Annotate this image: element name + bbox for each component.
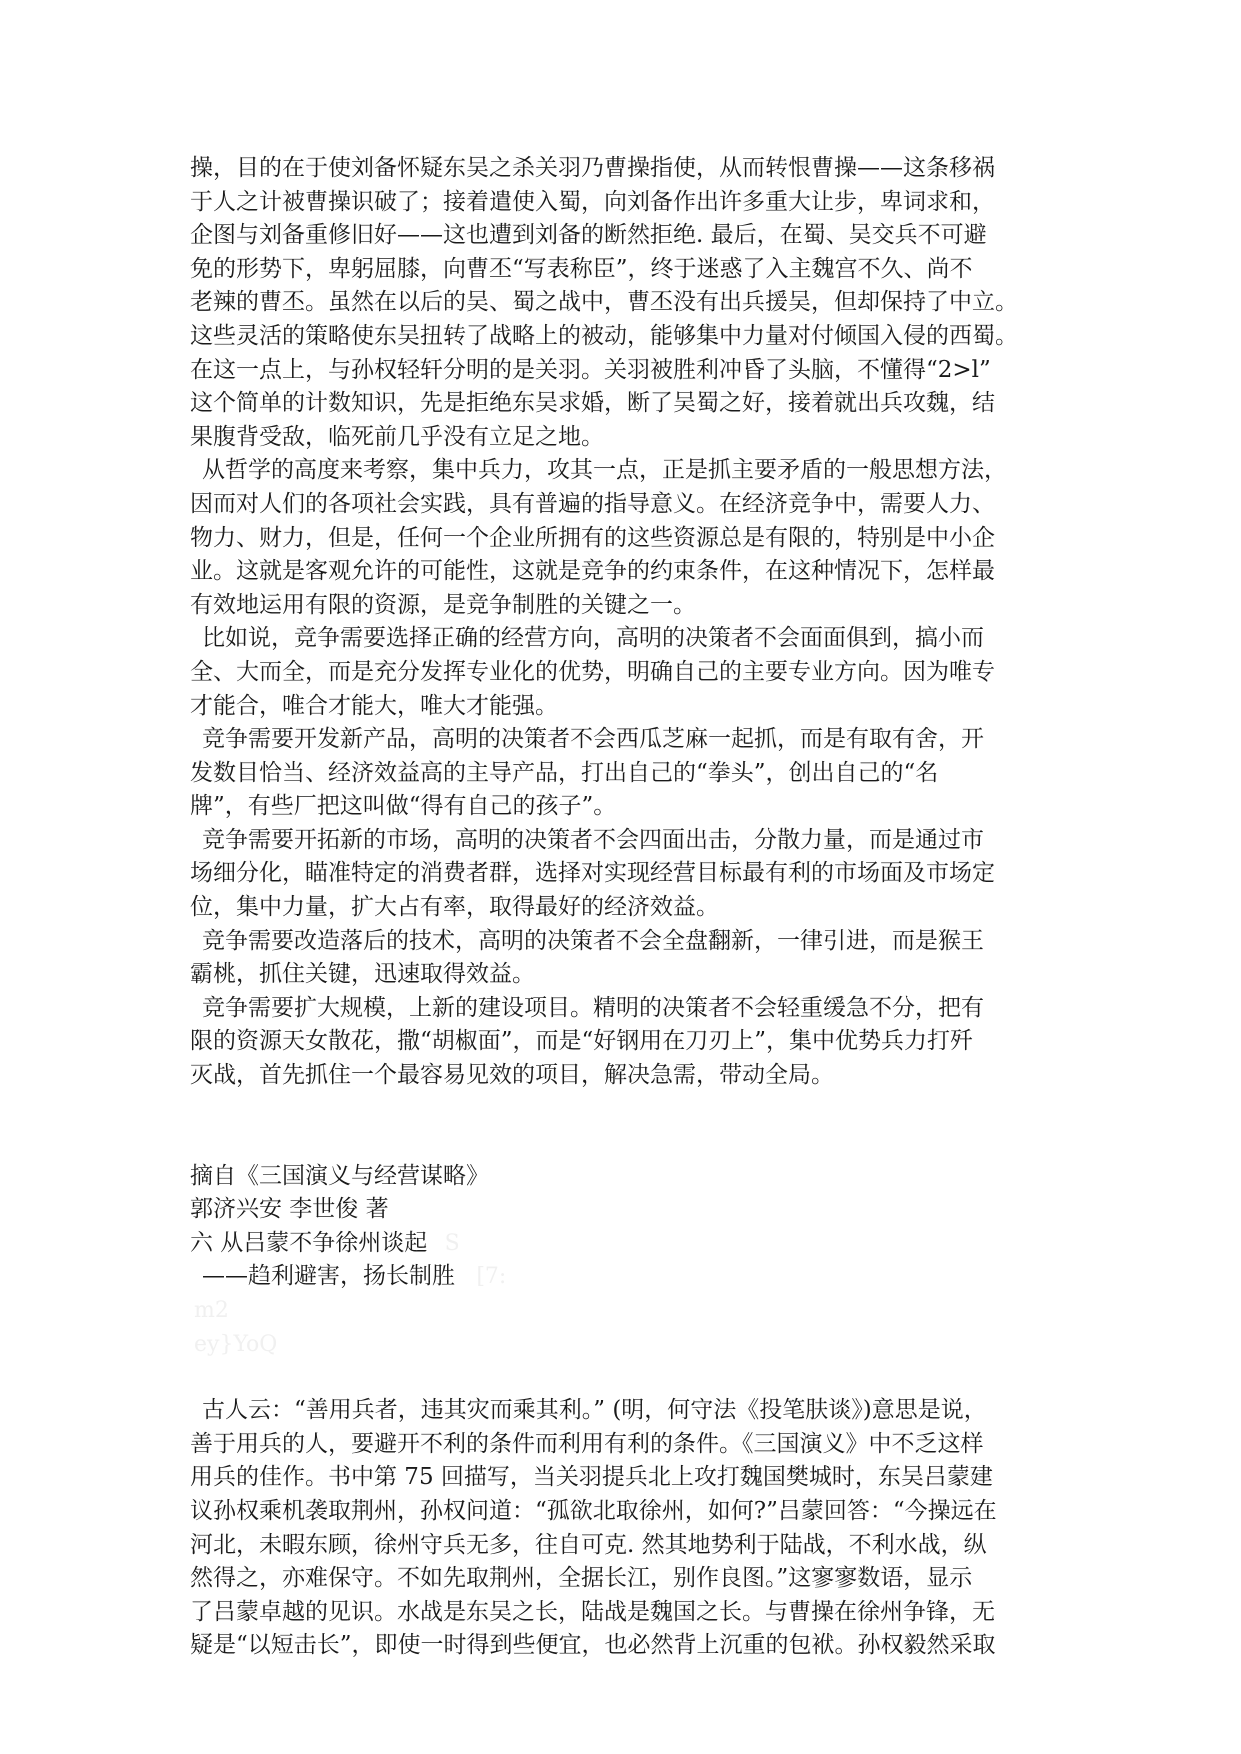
body-section-2 bbox=[190, 1394, 1062, 1663]
document-page bbox=[190, 152, 1062, 1663]
text-line: 发数目恰当、经济效益高的主导产品，打出自己的“拳头”，创出自己的“名 bbox=[190, 759, 939, 786]
text-line: 位，集中力量，扩大占有率，取得最好的经济效益。 bbox=[190, 894, 719, 921]
chapter-title bbox=[190, 1227, 1062, 1261]
faint-line: ey}YoQ bbox=[194, 1331, 278, 1357]
section-gap bbox=[190, 1093, 1062, 1160]
text-line: 这些灵活的策略使东吴扭转了战略上的被动，能够集中力量对付倾国入侵的西蜀。 bbox=[190, 322, 1018, 349]
paragraph-start: 竞争需要开发新产品，高明的决策者不会西瓜芝麻一起抓，而是有取有舍，开 bbox=[202, 726, 984, 753]
text-line: 灭战，首先抓住一个最容易见效的项目，解决急需，带动全局。 bbox=[190, 1062, 834, 1089]
section-gap bbox=[190, 1361, 1062, 1365]
text-line: 议孙权乘机袭取荆州，孙权问道：“孤欲北取徐州，如何?”吕蒙回答：“今操远在 bbox=[190, 1497, 997, 1524]
chapter-subtitle bbox=[190, 1260, 1062, 1294]
faint-mark: S bbox=[444, 1230, 460, 1256]
text-line: 才能合，唯合才能大，唯大才能强。 bbox=[190, 692, 558, 719]
faint-line: m2 bbox=[194, 1298, 229, 1323]
text-line: 用兵的佳作。书中第 75 回描写，当关羽提兵北上攻打魏国樊城时，东吴吕蒙建 bbox=[190, 1464, 993, 1491]
source-block bbox=[190, 1160, 1062, 1362]
paragraph-start: 古人云：“善用兵者，违其灾而乘其利。” (明，何守法《投笔肤谈》)意思是说， bbox=[202, 1397, 987, 1424]
text-line: 善于用兵的人，要避开不利的条件而利用有利的条件。《三国演义》中不乏这样 bbox=[190, 1430, 984, 1457]
text-line: 物力、财力，但是，任何一个企业所拥有的这些资源总是有限的，特别是中小企 bbox=[190, 524, 995, 551]
text-line: 操，目的在于使刘备怀疑东吴之杀关羽乃曹操指使，从而转恨曹操——这条移祸 bbox=[190, 155, 995, 181]
paragraph-start: 竞争需要扩大规模，上新的建设项目。精明的决策者不会轻重缓急不分，把有 bbox=[202, 994, 984, 1021]
source-line: 摘自《三国演义与经营谋略》 bbox=[190, 1162, 489, 1189]
text-line: 了吕蒙卓越的见识。水战是东吴之长，陆战是魏国之长。与曹操在徐州争锋，无 bbox=[190, 1598, 995, 1625]
text-line: 这个简单的计数知识，先是拒绝东吴求婚，断了吴蜀之好，接着就出兵攻魏，结 bbox=[190, 390, 995, 417]
text-line: 霸桃，抓住关键，迅速取得效益。 bbox=[190, 961, 535, 988]
text-line: 有效地运用有限的资源，是竞争制胜的关键之一。 bbox=[190, 591, 696, 618]
body-section-1 bbox=[190, 152, 1062, 1093]
chapter-subtitle-text: ——趋利避害，扬长制胜 bbox=[202, 1263, 455, 1290]
text-line: 企图与刘备重修旧好——这也遭到刘备的断然拒绝. 最后，在蜀、吴交兵不可避 bbox=[190, 222, 987, 249]
text-line: 果腹背受敌，临死前几乎没有立足之地。 bbox=[190, 423, 604, 450]
chapter-title-text: 六 从吕蒙不争徐州谈起 bbox=[190, 1229, 428, 1256]
faint-mark: [7: bbox=[476, 1264, 507, 1290]
authors-line: 郭济兴安 李世俊 著 bbox=[190, 1196, 389, 1223]
text-line: 老辣的曹丕。虽然在以后的吴、蜀之战中，曹丕没有出兵援吴，但却保持了中立。 bbox=[190, 289, 1018, 316]
text-line: 限的资源天女散花，撒“胡椒面”，而是“好钢用在刀刃上”，集中优势兵力打歼 bbox=[190, 1028, 974, 1055]
text-line: 业。这就是客观允许的可能性，这就是竞争的约束条件，在这种情况下，怎样最 bbox=[190, 558, 995, 585]
paragraph-start: 从哲学的高度来考察，集中兵力，攻其一点，正是抓主要矛盾的一般思想方法， bbox=[202, 457, 1007, 484]
text-line: 牌”，有些厂把这叫做“得有自己的孩子”。 bbox=[190, 793, 617, 820]
text-line: 河北，未暇东顾，徐州守兵无多，往自可克. 然其地势利于陆战，不利水战，纵 bbox=[190, 1531, 987, 1558]
text-line: 在这一点上，与孙权轻轩分明的是关羽。关羽被胜利冲昏了头脑，不懂得“2>l” bbox=[190, 356, 991, 383]
text-line: 场细分化，瞄准特定的消费者群，选择对实现经营目标最有利的市场面及市场定 bbox=[190, 860, 995, 887]
paragraph-start: 比如说，竞争需要选择正确的经营方向，高明的决策者不会面面俱到，搞小而 bbox=[202, 625, 984, 652]
text-line: 因而对人们的各项社会实践，具有普遍的指导意义。在经济竞争中，需要人力、 bbox=[190, 490, 995, 517]
text-line: 然得之，亦难保守。不如先取荆州，全据长江，别作良图。”这寥寥数语，显示 bbox=[190, 1565, 973, 1592]
text-line: 免的形势下，卑躬屈膝，向曹丕“写表称臣”，终于迷惑了入主魏宫不久、尚不 bbox=[190, 255, 973, 282]
text-line: 于人之计被曹操识破了；接着遣使入蜀，向刘备作出许多重大让步，卑词求和， bbox=[190, 188, 995, 215]
paragraph-start: 竞争需要改造落后的技术，高明的决策者不会全盘翻新，一律引进，而是猴王 bbox=[202, 927, 984, 954]
text-line: 全、大而全，而是充分发挥专业化的优势，明确自己的主要专业方向。因为唯专 bbox=[190, 658, 995, 685]
text-line: 疑是“以短击长”，即使一时得到些便宜，也必然背上沉重的包袱。孙权毅然采取 bbox=[190, 1632, 996, 1659]
paragraph-start: 竞争需要开拓新的市场，高明的决策者不会四面出击，分散力量，而是通过市 bbox=[202, 826, 984, 853]
